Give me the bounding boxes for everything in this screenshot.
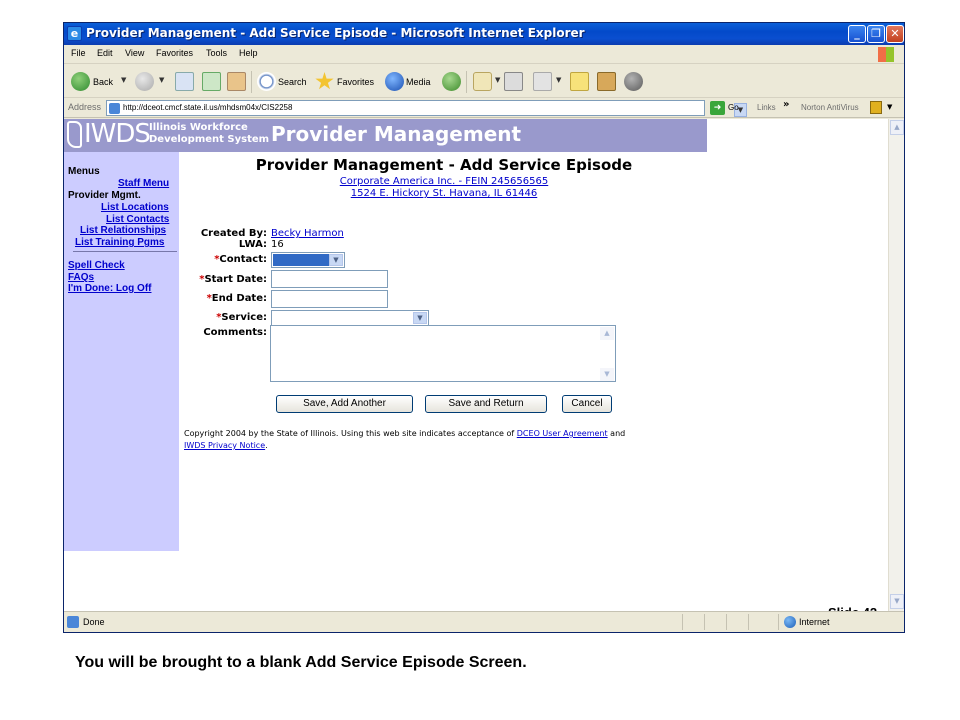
- slide-caption: You will be brought to a blank Add Service Episode Screen.: [75, 654, 527, 671]
- media-label[interactable]: Media: [406, 77, 431, 87]
- menu-edit[interactable]: Edit: [97, 48, 113, 58]
- sidebar-divider: [73, 251, 177, 252]
- window-title: Provider Management - Add Service Episode - Microsoft Internet Explorer: [86, 26, 585, 40]
- stop-icon[interactable]: [175, 72, 194, 91]
- title-bar[interactable]: [64, 23, 904, 45]
- copyright-and: and: [610, 429, 626, 438]
- sidebar-item-spell-check[interactable]: Spell Check: [68, 260, 125, 271]
- save-and-return-button[interactable]: Save and Return: [425, 395, 547, 413]
- status-bar: [64, 611, 904, 632]
- minimize-button[interactable]: _: [848, 25, 866, 43]
- service-label: [180, 312, 267, 323]
- vertical-scrollbar[interactable]: [888, 119, 904, 611]
- history-icon[interactable]: [442, 72, 461, 91]
- zone-text: Internet: [799, 617, 830, 627]
- toolbar: [64, 65, 904, 98]
- page-banner: [64, 119, 707, 152]
- service-label-text: Service:: [221, 312, 267, 323]
- cancel-button[interactable]: Cancel: [562, 395, 612, 413]
- research-icon[interactable]: [597, 72, 616, 91]
- illinois-state-icon: [67, 121, 82, 148]
- scroll-up-icon[interactable]: ▲: [600, 327, 614, 340]
- scroll-up-icon[interactable]: ▲: [890, 120, 904, 135]
- toolbar-separator: [251, 71, 252, 93]
- page-viewport: [64, 119, 888, 611]
- sidebar-item-list-locations[interactable]: List Locations: [101, 202, 169, 213]
- vendor-address-link[interactable]: 1524 E. Hickory St. Havana, IL 61446: [350, 188, 538, 199]
- created-by-link[interactable]: Becky Harmon: [271, 228, 344, 239]
- go-button[interactable]: Go: [728, 103, 739, 112]
- norton-icon[interactable]: [870, 101, 882, 114]
- mail-dropdown-icon[interactable]: ▼: [495, 76, 501, 84]
- messenger-icon[interactable]: [624, 72, 643, 91]
- vendor-link[interactable]: Corporate America Inc. - FEIN 245656565: [339, 176, 549, 187]
- end-date-field[interactable]: [271, 290, 388, 308]
- favorites-label[interactable]: Favorites: [337, 77, 375, 87]
- internet-zone-icon: [784, 616, 796, 628]
- end-date-label: [180, 293, 267, 304]
- banner-title: Provider Management: [271, 122, 522, 146]
- status-divider: [748, 614, 749, 630]
- address-url[interactable]: http://dceot.cmcf.state.il.us/mhdsm04x/CIS2258: [123, 103, 293, 112]
- home-icon[interactable]: [227, 72, 246, 91]
- address-dropdown-icon[interactable]: ▼: [734, 103, 747, 117]
- browser-window: [63, 22, 905, 633]
- menu-view[interactable]: View: [125, 48, 145, 58]
- media-icon[interactable]: [385, 72, 404, 91]
- status-divider: [704, 614, 705, 630]
- lwa-value: 16: [271, 239, 284, 250]
- end-date-label-text: End Date:: [211, 293, 267, 304]
- menu-bar: [64, 45, 904, 64]
- sidebar-item-log-off[interactable]: I'm Done: Log Off: [68, 283, 152, 294]
- page-icon: [109, 103, 120, 114]
- banner-org-line2: Development System: [149, 134, 270, 145]
- edit-icon[interactable]: [533, 72, 552, 91]
- copyright-line: [184, 429, 625, 438]
- page-title: Provider Management - Add Service Episode: [255, 156, 633, 174]
- start-date-field[interactable]: [271, 270, 388, 288]
- contact-label: [180, 254, 267, 265]
- search-label[interactable]: Search: [278, 77, 307, 87]
- norton-dropdown-icon[interactable]: ▼: [887, 103, 893, 111]
- sidebar-provider-mgmt: Provider Mgmt.: [68, 190, 141, 201]
- sidebar-menus-heading: Menus: [68, 166, 100, 177]
- menu-tools[interactable]: Tools: [206, 48, 228, 58]
- comments-label: Comments:: [203, 327, 267, 338]
- contact-select[interactable]: [271, 252, 345, 268]
- sidebar-item-list-training[interactable]: List Training Pgms: [75, 237, 165, 248]
- links-chevron-icon[interactable]: »: [783, 99, 790, 110]
- sidebar-item-list-relationships[interactable]: List Relationships: [80, 225, 167, 236]
- contact-selected-value: [273, 254, 329, 266]
- notes-icon[interactable]: [570, 72, 589, 91]
- copyright-text: Copyright 2004 by the State of Illinois. Using this web site indicates acceptance of: [184, 429, 515, 438]
- chevron-down-icon[interactable]: ▼: [413, 312, 427, 324]
- privacy-period: .: [265, 441, 268, 450]
- maximize-button[interactable]: ❐: [867, 25, 885, 43]
- banner-org-line1: Illinois Workforce: [149, 122, 248, 133]
- sidebar-item-list-contacts[interactable]: List Contacts: [106, 214, 170, 225]
- search-icon[interactable]: [257, 72, 276, 91]
- norton-antivirus-label[interactable]: Norton AntiVirus: [801, 103, 859, 112]
- comments-textarea[interactable]: [270, 325, 616, 382]
- forward-dropdown-icon[interactable]: ▼: [159, 76, 165, 84]
- edit-dropdown-icon[interactable]: ▼: [556, 76, 562, 84]
- toolbar-separator: [466, 71, 467, 93]
- required-mark: *: [214, 254, 220, 265]
- go-arrow-icon[interactable]: ➜: [710, 101, 725, 115]
- status-divider: [682, 614, 683, 630]
- chevron-down-icon[interactable]: ▼: [329, 254, 343, 266]
- sidebar-item-faqs[interactable]: FAQs: [68, 272, 95, 283]
- forward-icon[interactable]: [135, 72, 154, 91]
- privacy-line: [184, 441, 268, 450]
- back-label[interactable]: Back: [93, 77, 114, 87]
- close-button[interactable]: ✕: [886, 25, 904, 43]
- page-done-icon: [67, 616, 79, 628]
- dceo-user-agreement-link[interactable]: DCEO User Agreement: [516, 429, 608, 438]
- menu-help[interactable]: Help: [239, 48, 258, 58]
- address-label: Address: [68, 102, 102, 112]
- required-mark: *: [199, 274, 205, 285]
- banner-logo: IWDS: [84, 119, 150, 149]
- sidebar-item-staff-menu[interactable]: Staff Menu: [118, 178, 170, 189]
- mail-icon[interactable]: [473, 72, 492, 91]
- contact-label-text: Contact:: [219, 254, 267, 265]
- status-divider: [726, 614, 727, 630]
- status-text: Done: [83, 617, 105, 627]
- start-date-label: [180, 274, 267, 285]
- required-mark: *: [216, 312, 222, 323]
- ie-icon: e: [67, 26, 82, 41]
- links-label[interactable]: Links: [757, 103, 776, 112]
- iwds-privacy-notice-link[interactable]: IWDS Privacy Notice: [184, 441, 266, 450]
- save-add-another-button[interactable]: Save, Add Another: [276, 395, 413, 413]
- menu-favorites[interactable]: Favorites: [156, 48, 194, 58]
- address-bar: [64, 98, 904, 118]
- lwa-label: LWA:: [238, 239, 267, 250]
- sidebar: [64, 152, 179, 551]
- status-divider: [778, 614, 779, 630]
- windows-logo-icon: [878, 47, 894, 62]
- favorites-icon[interactable]: [315, 72, 334, 91]
- scroll-down-icon[interactable]: ▼: [600, 368, 614, 381]
- required-mark: *: [206, 293, 212, 304]
- created-by-label: Created By:: [200, 228, 267, 239]
- scroll-down-icon[interactable]: ▼: [890, 594, 904, 609]
- start-date-label-text: Start Date:: [204, 274, 267, 285]
- menu-file[interactable]: File: [71, 48, 86, 58]
- print-icon[interactable]: [504, 72, 523, 91]
- service-select[interactable]: [271, 310, 429, 326]
- back-dropdown-icon[interactable]: ▼: [121, 76, 127, 84]
- refresh-icon[interactable]: [202, 72, 221, 91]
- back-icon[interactable]: [71, 72, 90, 91]
